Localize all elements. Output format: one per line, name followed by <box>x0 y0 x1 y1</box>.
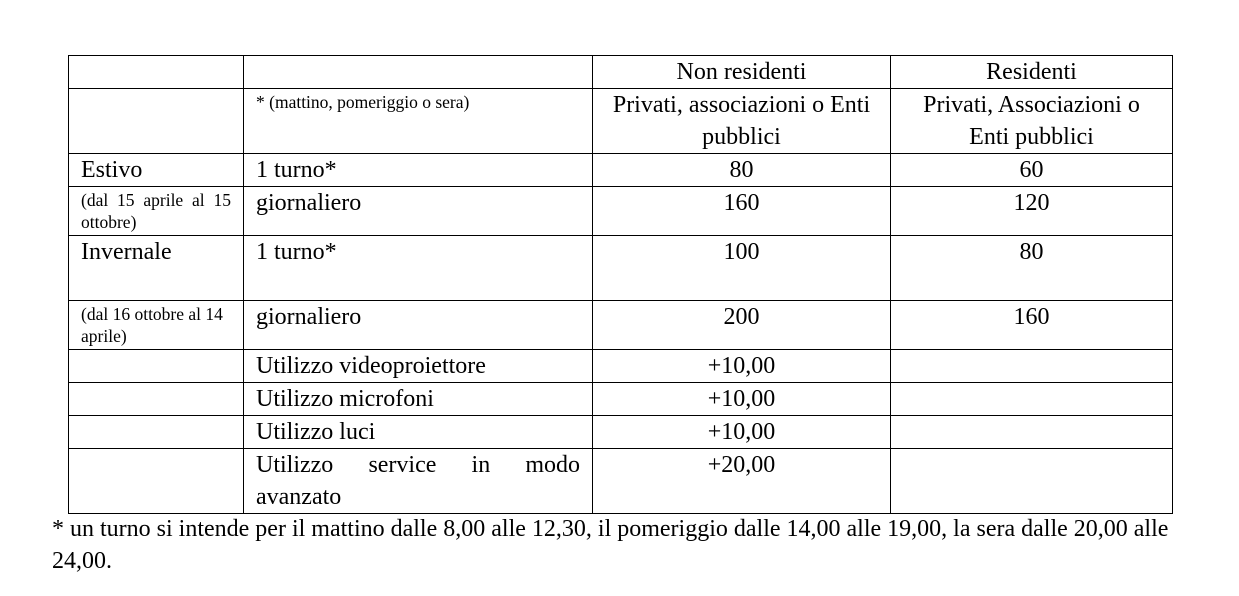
rate-type: giornaliero <box>244 187 593 236</box>
season-label <box>69 383 244 416</box>
price-residenti <box>891 449 1173 514</box>
price-residenti: 80 <box>891 236 1173 301</box>
header-residenti: Residenti <box>891 56 1173 89</box>
rate-type: 1 turno* <box>244 154 593 187</box>
price-residenti <box>891 350 1173 383</box>
season-period: (dal 16 ottobre al 14 aprile) <box>69 301 244 350</box>
price-non-residenti: +20,00 <box>593 449 891 514</box>
header-cell-empty <box>69 56 244 89</box>
table-row <box>69 301 1173 350</box>
season-label: Invernale <box>69 236 244 301</box>
price-non-residenti: 80 <box>593 154 891 187</box>
season-label: Estivo <box>69 154 244 187</box>
subheader-non-residenti: Privati, associazioni o Enti pubblici <box>593 89 891 154</box>
header-non-residenti: Non residenti <box>593 56 891 89</box>
season-period: (dal 15 aprile al 15 ottobre) <box>69 187 244 236</box>
extra-service: Utilizzo microfoni <box>244 383 593 416</box>
table-header-row <box>69 56 1173 89</box>
season-label <box>69 449 244 514</box>
table-row <box>69 154 1173 187</box>
season-label <box>69 350 244 383</box>
table-row <box>69 416 1173 449</box>
table-row <box>69 383 1173 416</box>
extra-service: Utilizzo luci <box>244 416 593 449</box>
price-non-residenti: +10,00 <box>593 416 891 449</box>
season-label <box>69 416 244 449</box>
table-row <box>69 236 1173 301</box>
rate-type: 1 turno* <box>244 236 593 301</box>
price-non-residenti: 160 <box>593 187 891 236</box>
table-subheader-row <box>69 89 1173 154</box>
table-row <box>69 187 1173 236</box>
price-residenti: 120 <box>891 187 1173 236</box>
footnote: * un turno si intende per il mattino dalle 8,00 alle 12,30, il pomeriggio dalle 14,00 alle 19,00, la sera dalle 20,00 alle 24,00. <box>52 516 1169 574</box>
price-non-residenti: +10,00 <box>593 383 891 416</box>
subheader-cell-empty <box>69 89 244 154</box>
rate-type: giornaliero <box>244 301 593 350</box>
table-row <box>69 449 1173 514</box>
header-cell-empty <box>244 56 593 89</box>
subheader-residenti: Privati, Associazioni o Enti pubblici <box>891 89 1173 154</box>
price-residenti <box>891 383 1173 416</box>
price-non-residenti: 200 <box>593 301 891 350</box>
price-residenti <box>891 416 1173 449</box>
price-residenti: 160 <box>891 301 1173 350</box>
price-non-residenti: 100 <box>593 236 891 301</box>
extra-service: Utilizzo service in modo avanzato <box>244 449 593 514</box>
table-row <box>69 350 1173 383</box>
turno-note: * (mattino, pomeriggio o sera) <box>244 89 593 154</box>
price-residenti: 60 <box>891 154 1173 187</box>
pricing-table <box>68 55 1173 514</box>
price-non-residenti: +10,00 <box>593 350 891 383</box>
extra-service: Utilizzo videoproiettore <box>244 350 593 383</box>
